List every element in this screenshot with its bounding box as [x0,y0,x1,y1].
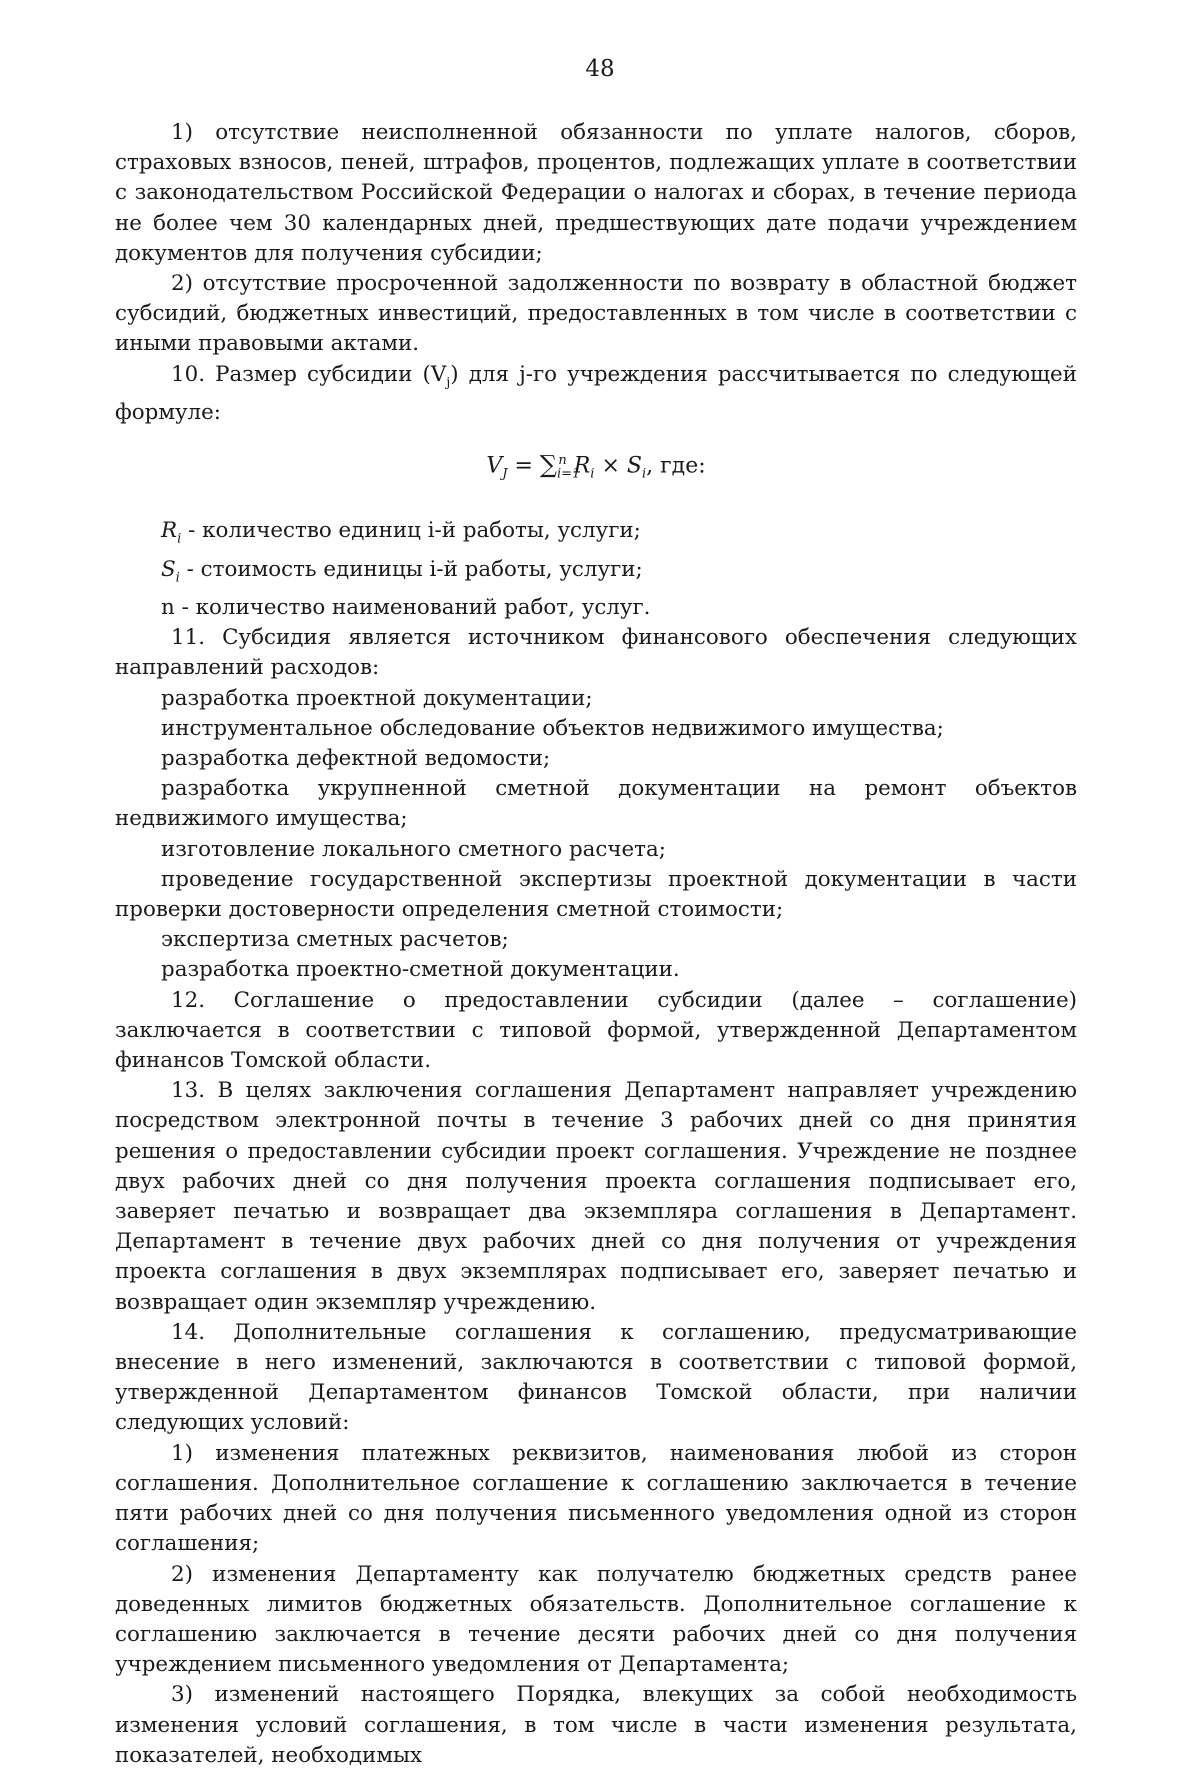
definition-r: $R_i$ - количество единиц i-й работы, услуги; [161,518,641,547]
condition-item: 1) изменения платежных реквизитов, наименования любой из сторон соглашения. Дополнительное соглашение к соглашению заключается в течение пяти рабочих дней со дня получения письменного уведомления одной из сторон соглашения; [115,1440,1077,1557]
subsidy-formula: $V_J = \sum_{i=1}^n$ $R_i \times S_i$, где: [486,450,706,483]
page-number: 48 [585,56,615,82]
expense-item: разработка проектной документации; [161,685,593,711]
paragraph-12: 12. Соглашение о предоставлении субсидии (далее – соглашение) заключается в соответствии с типовой формой, утвержденной Департаментом финансов Томской области. [115,987,1077,1074]
definition-n: n - количество наименований работ, услуг. [161,595,651,620]
expense-item: разработка укрупненной сметной документации на ремонт объектов недвижимого имущества; [115,776,1077,832]
paragraph-13: 13. В целях заключения соглашения Департамент направляет учреждению посредством электронной почты в течение 3 рабочих дней со дня принятия решения о предоставлении субсидии проект соглашения. Учреждение не позднее двух рабочих дней со дня получения проекта соглашения подписывает его, заверяет печатью и возвращает два экземпляра соглашения в Департамент. Департамент в течение двух рабочих дней со дня получения от учреждения проекта соглашения в двух экземплярах подписывает его, заверяет печатью и возвращает один экземпляр учреждению. [115,1078,1077,1315]
paragraph-11: 11. Субсидия является источником финансового обеспечения следующих направлений расходов: [115,625,1077,681]
expense-item: экспертиза сметных расчетов; [161,927,509,953]
paragraph-condition-2: 2) отсутствие просроченной задолженности по возврату в областной бюджет субсидий, бюджетных инвестиций, предоставленных в том числе в соответствии с иными правовыми актами. [115,271,1077,357]
expense-item: разработка дефектной ведомости; [161,746,551,772]
document-body [115,118,1077,1771]
expense-item: разработка проектно-сметной документации. [161,957,680,983]
definition-s: $S_i$ - стоимость единицы i-й работы, услуги; [161,556,643,585]
paragraph-10: 10. Размер субсидии $(V_j)$ для j-го учреждения рассчитывается по следующей формуле: [115,361,1077,426]
paragraph-14: 14. Дополнительные соглашения к соглашению, предусматривающие внесение в него изменений, заключаются в соответствии с типовой формой, утвержденной Департаментом финансов Томской области, при наличии следующих условий: [115,1319,1077,1436]
condition-item: 2) изменения Департаменту как получателю бюджетных средств ранее доведенных лимитов бюджетных обязательств. Дополнительное соглашение к соглашению заключается в течение десяти рабочих дней со дня получения учреждением письменного уведомления от Департамента; [115,1561,1077,1678]
expense-item: проведение государственной экспертизы проектной документации в части проверки достоверности определения сметной стоимости; [115,866,1077,923]
condition-item: 3) изменений настоящего Порядка, влекущих за собой необходимость изменения условий соглашения, в том числе в части изменения результата, показателей, необходимых [115,1682,1077,1768]
expense-item: изготовление локального сметного расчета; [161,836,666,862]
expense-item: инструментальное обследование объектов недвижимого имущества; [161,715,944,741]
paragraph-condition-1: 1) отсутствие неисполненной обязанности по уплате налогов, сборов, страховых взносов, пеней, штрафов, процентов, подлежащих уплате в соответствии с законодательством Российской Федерации о налогах и сборах, в течение периода не более чем 30 календарных дней, предшествующих дате подачи учреждением документов для получения субсидии; [115,120,1077,266]
